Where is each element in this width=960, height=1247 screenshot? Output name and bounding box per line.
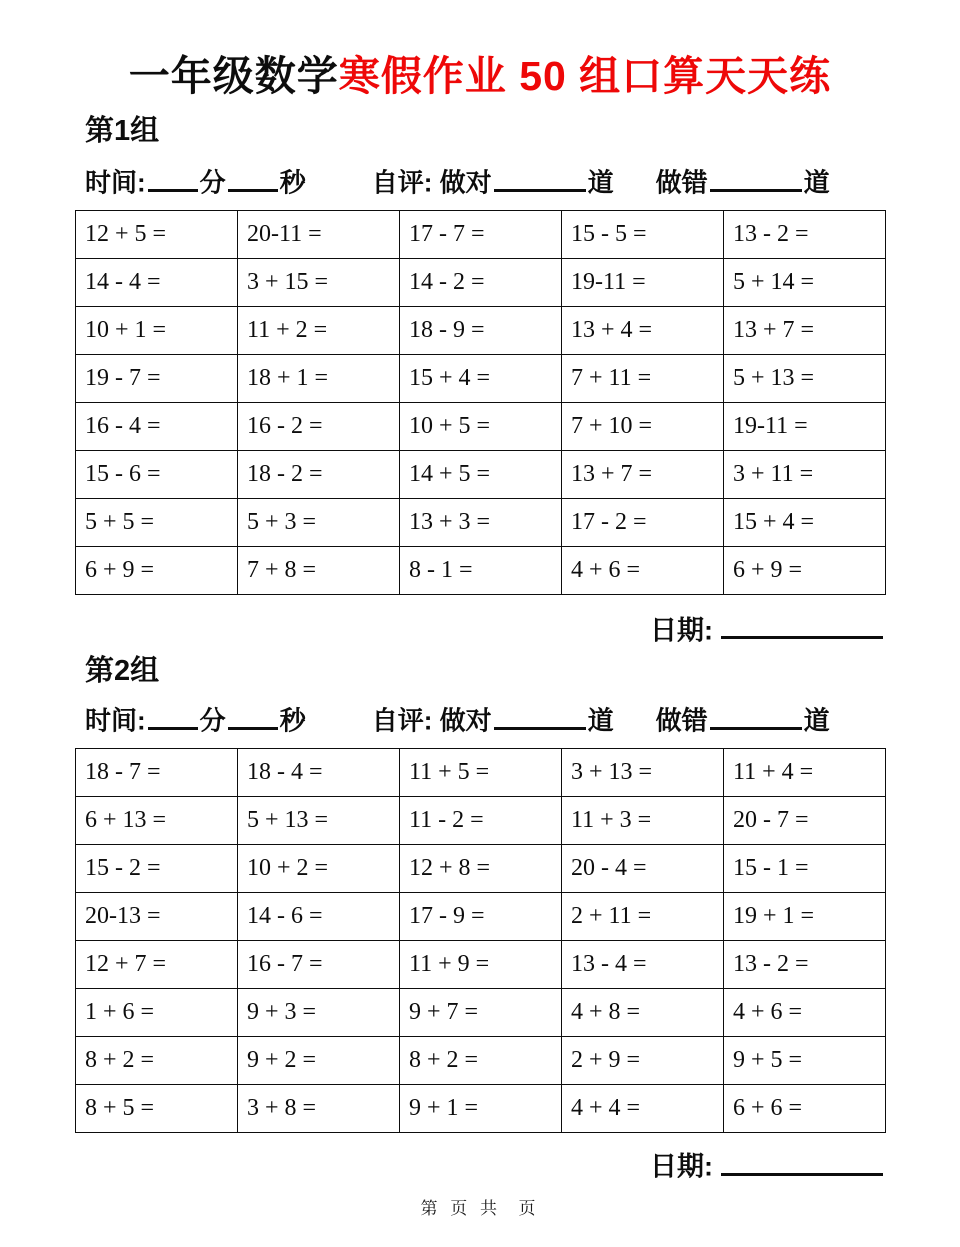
problem-cell: 18 + 1 = (238, 354, 400, 402)
group-section-2 (75, 654, 885, 1184)
problem-cell: 17 - 9 = (400, 893, 562, 941)
time-label: 时间: (85, 167, 146, 198)
problem-cell: 20 - 4 = (562, 845, 724, 893)
problem-row (76, 354, 886, 402)
problem-cell: 17 - 7 = (400, 210, 562, 258)
group-2-meta-line (85, 702, 885, 737)
self-eval-correct-label: 自评: 做对 (371, 706, 492, 737)
date-blank (721, 1147, 883, 1176)
wrong-count-blank (710, 164, 802, 192)
problem-cell: 7 + 10 = (562, 402, 724, 450)
minutes-blank (148, 164, 198, 192)
problem-cell: 4 + 6 = (562, 546, 724, 594)
problem-cell: 5 + 13 = (238, 797, 400, 845)
problem-cell: 4 + 8 = (562, 989, 724, 1037)
problem-cell: 8 - 1 = (400, 546, 562, 594)
problem-cell: 4 + 4 = (562, 1085, 724, 1133)
group-2-heading: 第2组 (85, 655, 160, 688)
problem-cell: 14 - 2 = (400, 258, 562, 306)
problem-cell: 9 + 1 = (400, 1085, 562, 1133)
problem-cell: 19-11 = (724, 402, 886, 450)
problem-cell: 9 + 7 = (400, 989, 562, 1037)
problem-cell: 13 - 2 = (724, 941, 886, 989)
problem-cell: 12 + 5 = (76, 210, 238, 258)
date-label: 日期: (650, 1151, 713, 1182)
problem-row (76, 546, 886, 594)
title-red-part: 寒假作业 50 组口算天天练 (338, 53, 832, 99)
problem-cell: 8 + 2 = (400, 1037, 562, 1085)
problems-table-1 (75, 210, 886, 595)
minutes-label: 分 (199, 167, 226, 198)
problem-cell: 3 + 13 = (562, 749, 724, 797)
problem-cell: 4 + 6 = (724, 989, 886, 1037)
problem-cell: 6 + 13 = (76, 797, 238, 845)
problem-cell: 13 - 2 = (724, 210, 886, 258)
seconds-label: 秒 (279, 706, 306, 737)
problem-cell: 6 + 6 = (724, 1085, 886, 1133)
unit-label: 道 (803, 706, 830, 737)
date-blank (721, 611, 883, 640)
problem-cell: 15 + 4 = (724, 498, 886, 546)
problem-cell: 14 - 4 = (76, 258, 238, 306)
problem-cell: 14 + 5 = (400, 450, 562, 498)
problem-cell: 16 - 2 = (238, 402, 400, 450)
group-2-date-line (75, 1147, 885, 1185)
problem-cell: 11 + 4 = (724, 749, 886, 797)
problem-cell: 18 - 9 = (400, 306, 562, 354)
problem-cell: 10 + 1 = (76, 306, 238, 354)
correct-count-blank (494, 164, 586, 192)
group-1-heading: 第1组 (85, 115, 160, 147)
problem-cell: 15 - 1 = (724, 845, 886, 893)
problem-cell: 13 + 7 = (724, 306, 886, 354)
group-1-date-line (75, 611, 885, 649)
problem-row (76, 306, 886, 354)
problem-cell: 19-11 = (562, 258, 724, 306)
problem-cell: 9 + 3 = (238, 989, 400, 1037)
problems-table-2 (75, 748, 886, 1133)
wrong-count-blank (710, 702, 802, 730)
problem-cell: 17 - 2 = (562, 498, 724, 546)
problem-row (76, 1085, 886, 1133)
wrong-label: 做错 (655, 167, 708, 198)
problem-cell: 15 - 6 = (76, 450, 238, 498)
problem-cell: 1 + 6 = (76, 989, 238, 1037)
problem-cell: 18 - 7 = (76, 749, 238, 797)
problem-cell: 7 + 8 = (238, 546, 400, 594)
problem-cell: 13 - 4 = (562, 941, 724, 989)
problem-cell: 11 - 2 = (400, 797, 562, 845)
problem-cell: 11 + 9 = (400, 941, 562, 989)
problem-cell: 13 + 3 = (400, 498, 562, 546)
problem-row (76, 797, 886, 845)
unit-label: 道 (587, 167, 614, 198)
seconds-label: 秒 (279, 167, 306, 198)
problem-cell: 12 + 8 = (400, 845, 562, 893)
page-title (75, 52, 885, 100)
problem-cell: 18 - 2 = (238, 450, 400, 498)
problem-cell: 8 + 5 = (76, 1085, 238, 1133)
problem-cell: 19 + 1 = (724, 893, 886, 941)
seconds-blank (228, 702, 278, 730)
problem-row (76, 989, 886, 1037)
group-1-meta-line (85, 164, 885, 199)
problem-cell: 5 + 3 = (238, 498, 400, 546)
problem-cell: 10 + 5 = (400, 402, 562, 450)
problem-row (76, 1037, 886, 1085)
problem-cell: 9 + 2 = (238, 1037, 400, 1085)
problem-cell: 14 - 6 = (238, 893, 400, 941)
problem-cell: 11 + 5 = (400, 749, 562, 797)
problem-row (76, 845, 886, 893)
problem-cell: 9 + 5 = (724, 1037, 886, 1085)
problem-cell: 2 + 9 = (562, 1037, 724, 1085)
problem-cell: 18 - 4 = (238, 749, 400, 797)
problem-cell: 5 + 5 = (76, 498, 238, 546)
problem-row (76, 258, 886, 306)
problem-cell: 20-11 = (238, 210, 400, 258)
problem-row (76, 450, 886, 498)
problem-cell: 19 - 7 = (76, 354, 238, 402)
problem-cell: 11 + 3 = (562, 797, 724, 845)
problem-cell: 13 + 7 = (562, 450, 724, 498)
problem-cell: 15 + 4 = (400, 354, 562, 402)
problem-cell: 16 - 4 = (76, 402, 238, 450)
problem-cell: 12 + 7 = (76, 941, 238, 989)
problem-cell: 3 + 11 = (724, 450, 886, 498)
problem-cell: 6 + 9 = (76, 546, 238, 594)
problem-cell: 16 - 7 = (238, 941, 400, 989)
title-black-part: 一年级数学 (128, 53, 339, 99)
correct-count-blank (494, 702, 586, 730)
date-label: 日期: (650, 615, 713, 646)
minutes-blank (148, 702, 198, 730)
group-section-1 (75, 114, 885, 648)
problem-row (76, 210, 886, 258)
problem-cell: 3 + 15 = (238, 258, 400, 306)
self-eval-correct-label: 自评: 做对 (371, 167, 492, 198)
unit-label: 道 (587, 706, 614, 737)
wrong-label: 做错 (655, 706, 708, 737)
problem-row (76, 749, 886, 797)
problem-cell: 11 + 2 = (238, 306, 400, 354)
problem-cell: 13 + 4 = (562, 306, 724, 354)
problem-cell: 15 - 5 = (562, 210, 724, 258)
page-footer: 第 页 共 页 (420, 1198, 540, 1218)
problem-cell: 3 + 8 = (238, 1085, 400, 1133)
problem-row (76, 941, 886, 989)
problem-cell: 2 + 11 = (562, 893, 724, 941)
problem-cell: 7 + 11 = (562, 354, 724, 402)
problem-cell: 5 + 13 = (724, 354, 886, 402)
seconds-blank (228, 164, 278, 192)
minutes-label: 分 (199, 706, 226, 737)
problem-cell: 15 - 2 = (76, 845, 238, 893)
problem-cell: 10 + 2 = (238, 845, 400, 893)
unit-label: 道 (803, 167, 830, 198)
problem-cell: 20-13 = (76, 893, 238, 941)
problem-row (76, 402, 886, 450)
problem-row (76, 893, 886, 941)
problem-cell: 8 + 2 = (76, 1037, 238, 1085)
problem-cell: 6 + 9 = (724, 546, 886, 594)
problem-cell: 5 + 14 = (724, 258, 886, 306)
problem-cell: 20 - 7 = (724, 797, 886, 845)
problem-row (76, 498, 886, 546)
time-label: 时间: (85, 706, 146, 737)
